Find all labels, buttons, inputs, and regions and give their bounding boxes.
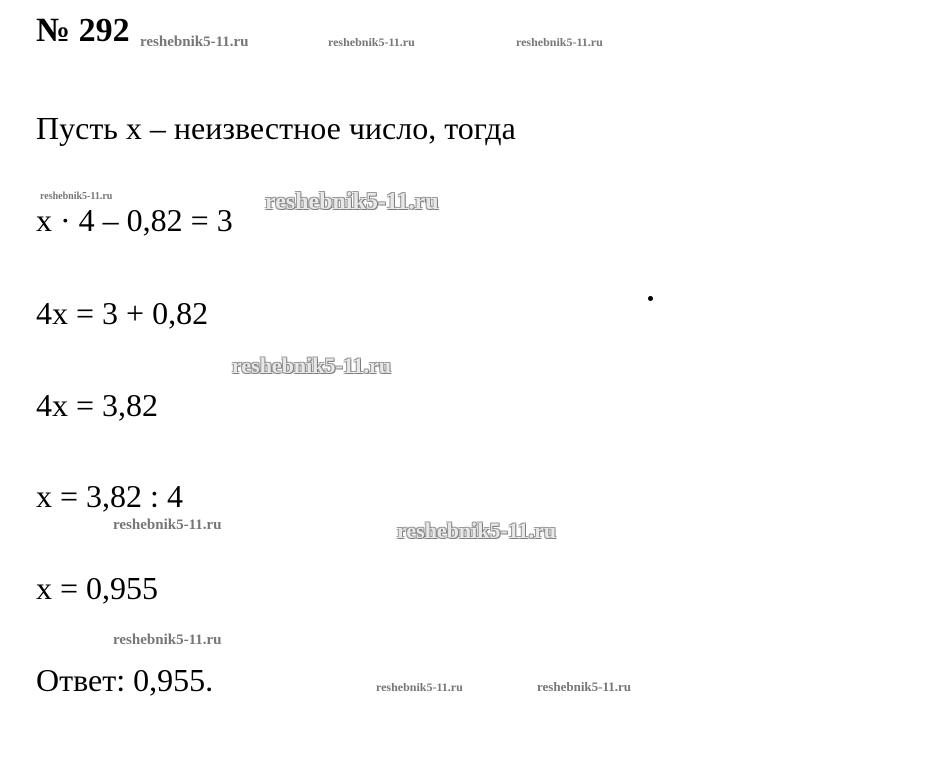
problem-number: № 292 xyxy=(36,12,130,49)
watermark: reshebnik5-11.ru xyxy=(113,632,222,648)
equation-5: x = 0,955 xyxy=(36,570,159,606)
watermark: reshebnik5-11.ru xyxy=(516,35,603,49)
watermark: reshebnik5-11.ru xyxy=(232,353,392,378)
equation-1: x · 4 – 0,82 = 3 xyxy=(36,202,233,238)
watermark: reshebnik5-11.ru xyxy=(376,680,463,694)
watermark: reshebnik5-11.ru xyxy=(537,679,632,694)
watermark: reshebnik5-11.ru xyxy=(265,189,439,215)
watermark: reshebnik5-11.ru xyxy=(328,35,415,49)
intro-line: Пусть x – неизвестное число, тогда xyxy=(36,110,516,146)
equation-3: 4x = 3,82 xyxy=(36,387,159,423)
watermark: reshebnik5-11.ru xyxy=(40,191,113,202)
watermark: reshebnik5-11.ru xyxy=(140,34,249,50)
answer-line: Ответ: 0,955. xyxy=(36,662,214,698)
equation-2: 4x = 3 + 0,82 xyxy=(36,295,209,331)
equation-4: x = 3,82 : 4 xyxy=(36,478,183,514)
watermark: reshebnik5-11.ru xyxy=(113,517,222,533)
stray-dot xyxy=(648,296,653,301)
watermark: reshebnik5-11.ru xyxy=(397,518,557,543)
